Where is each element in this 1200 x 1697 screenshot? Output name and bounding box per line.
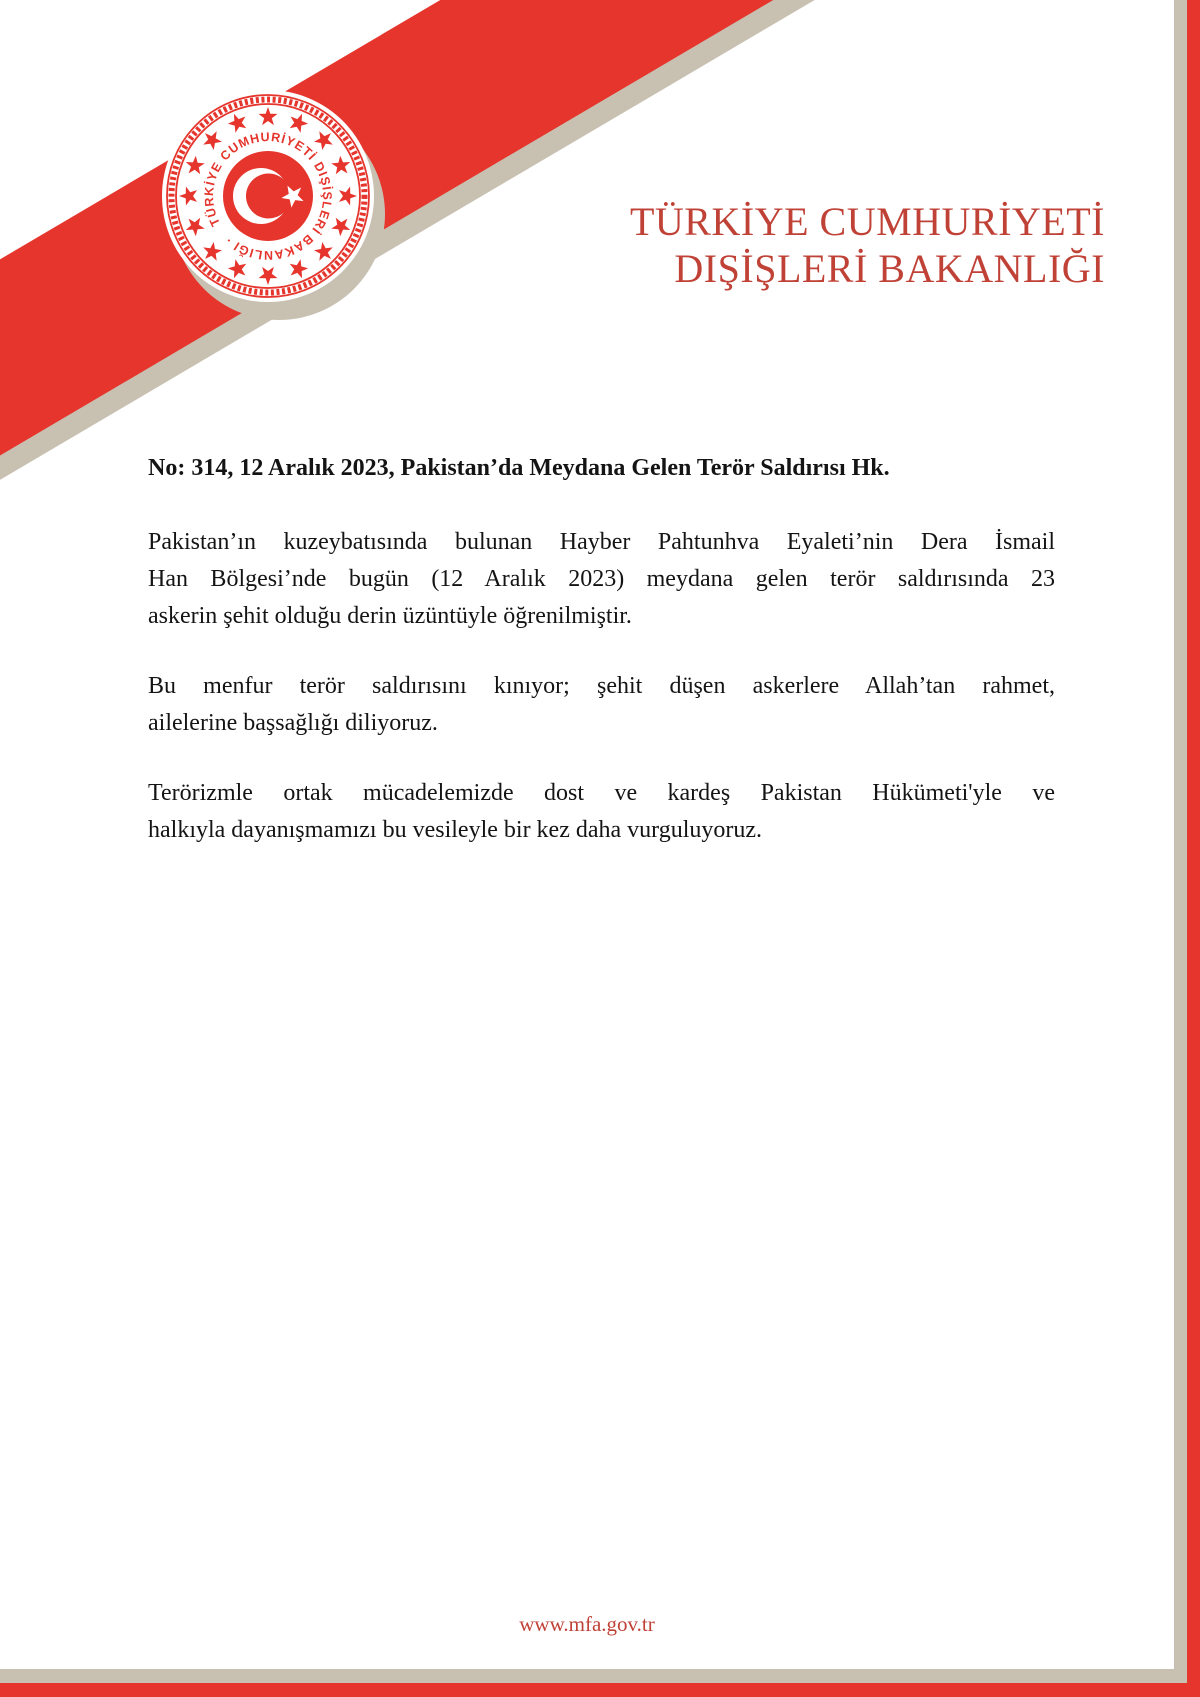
paragraph-line: Han Bölgesi’nde bugün (12 Aralık 2023) meydana gelen terör saldırısında 23	[148, 566, 1055, 592]
paragraph-line: ailelerine başsağlığı diliyoruz.	[148, 710, 438, 736]
crescent-and-star-icon	[223, 151, 313, 241]
paragraph-line: askerin şehit olduğu derin üzüntüyle öğrenilmiştir.	[148, 603, 632, 629]
paragraph-2	[148, 668, 1055, 742]
paragraph-line: Pakistan’ın kuzeybatısında bulunan Hayber Pahtunhva Eyaleti’nin Dera İsmail	[148, 529, 1055, 555]
bottom-gray-bar	[0, 1669, 1187, 1683]
crescent-inner	[246, 174, 291, 219]
paragraph-1	[148, 524, 1055, 635]
document-heading: No: 314, 12 Aralık 2023, Pakistan’da Meydana Gelen Terör Saldırısı Hk.	[148, 455, 890, 481]
paragraph-3	[148, 775, 1055, 849]
document-content	[148, 453, 1055, 882]
website-url: www.mfa.gov.tr	[519, 1612, 655, 1636]
bottom-red-bar	[0, 1683, 1200, 1697]
ministry-title-line1: TÜRKİYE CUMHURİYETİ	[629, 199, 1105, 244]
ministry-title	[630, 198, 1105, 292]
ministry-emblem	[162, 90, 374, 302]
paragraph-line: halkıyla dayanışmamızı bu vesileyle bir kez daha vurguluyoruz.	[148, 817, 763, 843]
ministry-emblem-seal-icon	[162, 90, 374, 302]
paragraph-line: Bu menfur terör saldırısını kınıyor; şehit düşen askerlere Allah’tan rahmet,	[148, 673, 1055, 699]
paragraph-line: Terörizmle ortak mücadelemizde dost ve kardeş Pakistan Hükümeti'yle ve	[148, 780, 1055, 806]
ministry-title-line2: DIŞİŞLERİ BAKANLIĞI	[674, 246, 1105, 291]
right-gray-stripe	[1174, 0, 1187, 1697]
seal-ring-text: TÜRKİYE CUMHURİYETİ DIŞİŞLERİ BAKANLIĞI ·	[201, 129, 335, 263]
right-red-stripe	[1187, 0, 1200, 1697]
